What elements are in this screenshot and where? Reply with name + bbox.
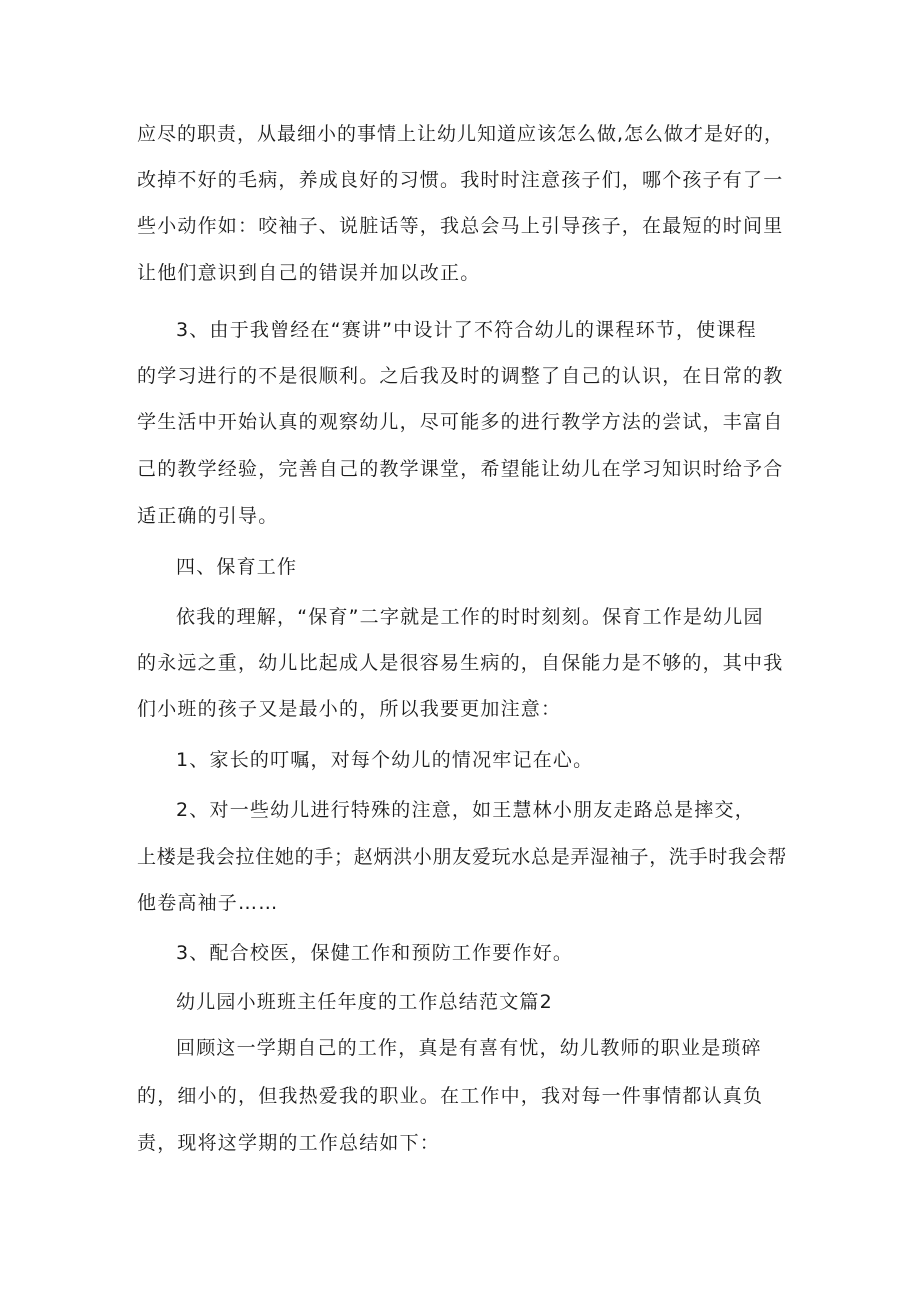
text-line: 的永远之重，幼儿比起成人是很容易生病的，自保能力是不够的，其中我 [137, 652, 784, 674]
article-title: 幼儿园小班班主任年度的工作总结范文篇2 [176, 991, 553, 1013]
text-line: 1、家长的叮嘱，对每个幼儿的情况牢记在心。 [176, 749, 594, 771]
text-line: 依我的理解，“保育”二字就是工作的时时刻刻。保育工作是幼儿园 [176, 606, 764, 628]
text-line: 2、对一些幼儿进行特殊的注意，如王慧林小朋友走路总是摔交， [176, 799, 755, 821]
text-line: 让他们意识到自己的错误并加以改正。 [137, 262, 481, 284]
text-line: 3、配合校医，保健工作和预防工作要作好。 [176, 942, 574, 964]
text-line: 回顾这一学期自己的工作，真是有喜有忧，幼儿教师的职业是琐碎 [176, 1037, 762, 1059]
text-line: 适正确的引导。 [137, 505, 279, 527]
text-line: 责，现将这学期的工作总结如下： [137, 1132, 441, 1154]
text-line: 些小动作如：咬袖子、说脏话等，我总会马上引导孩子，在最短的时间里 [137, 215, 784, 237]
text-line: 应尽的职责，从最细小的事情上让幼儿知道应该怎么做,怎么做才是好的， [137, 123, 785, 145]
section-heading: 四、保育工作 [176, 556, 298, 578]
text-line: 他卷高袖子…… [137, 892, 279, 914]
text-line: 上楼是我会拉住她的手；赵炳洪小朋友爱玩水总是弄湿袖子，洗手时我会帮 [137, 846, 788, 868]
text-line: 的，细小的，但我热爱我的职业。在工作中，我对每一件事情都认真负 [137, 1085, 764, 1107]
text-line: 3、由于我曾经在“赛讲”中设计了不符合幼儿的课程环节，使课程 [176, 319, 757, 341]
text-line: 学生活中开始认真的观察幼儿，尽可能多的进行教学方法的尝试，丰富自 [137, 411, 784, 433]
text-line: 的学习进行的不是很顺利。之后我及时的调整了自己的认识，在日常的教 [137, 365, 784, 387]
text-line: 改掉不好的毛病，养成良好的习惯。我时时注意孩子们，哪个孩子有了一 [137, 169, 784, 191]
text-line: 们小班的孩子又是最小的，所以我要更加注意： [137, 698, 562, 720]
text-line: 己的教学经验，完善自己的教学课堂，希望能让幼儿在学习知识时给予合 [137, 458, 784, 480]
